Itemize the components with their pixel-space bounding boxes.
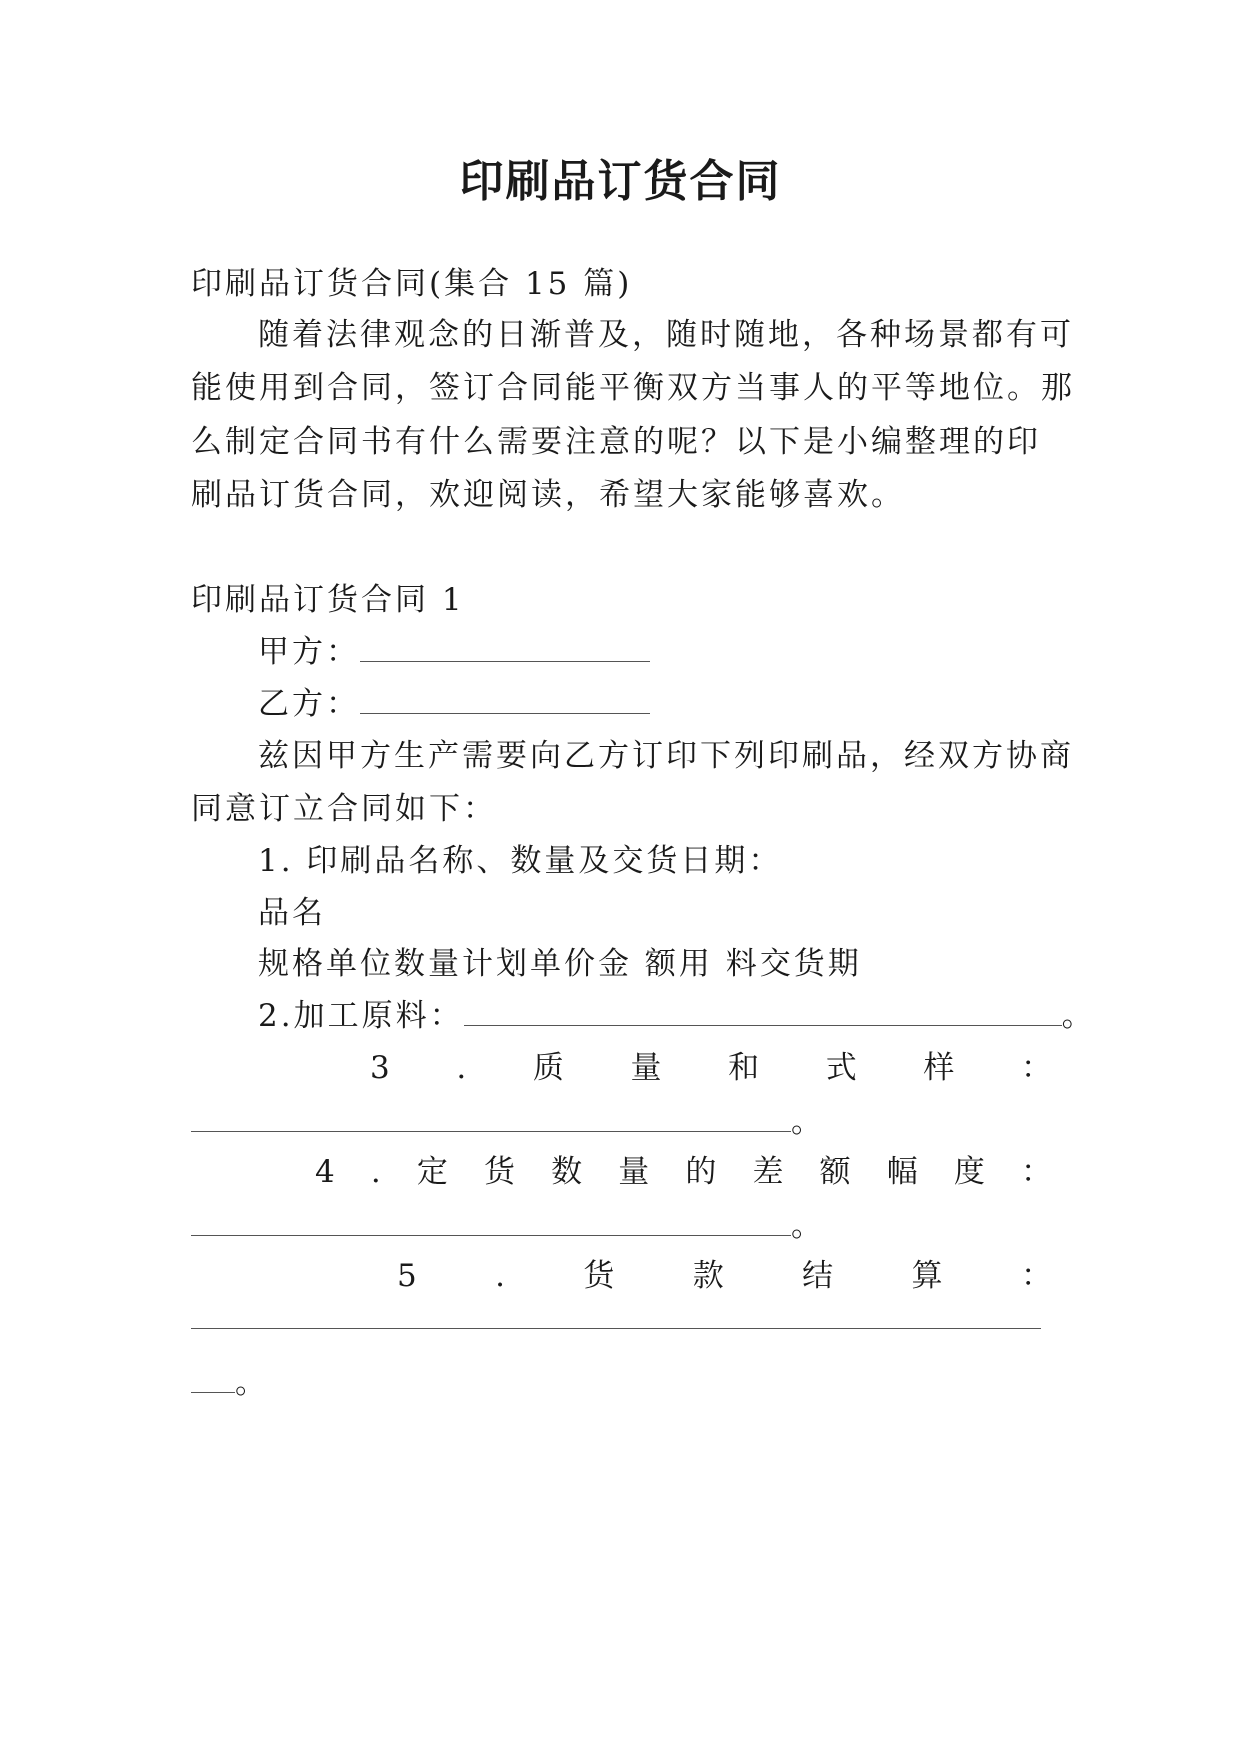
item-4-char: 货 <box>483 1154 515 1190</box>
item-4-char: 数 <box>551 1154 583 1190</box>
item-5-blank-2 <box>191 1366 235 1393</box>
item-3-char: 和 <box>728 1050 760 1086</box>
party-b-blank <box>360 687 650 714</box>
item-3-heading <box>370 1048 1052 1088</box>
item-1: 1. 印刷品名称、数量及交货日期： <box>258 843 783 879</box>
item-4-char: 幅 <box>886 1154 918 1190</box>
item-4-char: ： <box>1020 1154 1052 1190</box>
item-5-char: 5 <box>397 1258 417 1294</box>
item-3-blank <box>191 1105 791 1132</box>
clause-intro-line-2: 同意订立合同如下： <box>191 791 497 827</box>
document-subtitle: 印刷品订货合同(集合 15 篇) <box>191 266 633 302</box>
item-5-period: 。 <box>235 1365 269 1401</box>
item-5-char: 款 <box>692 1258 724 1294</box>
clause-intro-line-1: 兹因甲方生产需要向乙方订印下列印刷品，经双方协商 <box>258 738 1074 774</box>
item-5-heading <box>397 1256 1052 1296</box>
party-a-label: 甲方： <box>258 634 360 670</box>
intro-line-2: 能使用到合同，签订合同能平衡双方当事人的平等地位。那 <box>191 370 1075 406</box>
item-2-blank <box>464 999 1062 1026</box>
intro-line-1: 随着法律观念的日渐普及，随时随地，各种场景都有可 <box>258 317 1074 353</box>
item-5-fill-line <box>191 1363 269 1403</box>
item-3-char: ： <box>1020 1050 1052 1086</box>
item-4-char: 度 <box>953 1154 985 1190</box>
item-3-char: 3 <box>370 1050 390 1086</box>
item-4-blank <box>191 1209 791 1236</box>
item-2-label: 2.加工原料： <box>258 998 464 1034</box>
item-4-char: 的 <box>685 1154 717 1190</box>
item-4-char: 量 <box>618 1154 650 1190</box>
party-b-line <box>258 684 650 724</box>
item-4-heading <box>315 1152 1052 1192</box>
item-5-char: 货 <box>583 1258 615 1294</box>
item-4-char: 差 <box>752 1154 784 1190</box>
intro-line-3: 么制定合同书有什么需要注意的呢？以下是小编整理的印 <box>191 424 1041 460</box>
item-4-char: . <box>370 1154 381 1190</box>
item-5-blank-1 <box>191 1328 1041 1329</box>
intro-line-4: 刷品订货合同，欢迎阅读，希望大家能够喜欢。 <box>191 477 905 513</box>
item-2-line <box>258 996 1096 1036</box>
item-4-char: 定 <box>416 1154 448 1190</box>
party-a-blank <box>360 635 650 662</box>
item-1-columns: 规格单位数量计划单价金 额用 料交货期 <box>258 946 862 982</box>
item-1-name: 品名 <box>258 895 326 931</box>
item-4-period: 。 <box>791 1208 825 1244</box>
item-3-char: 样 <box>923 1050 955 1086</box>
party-b-label: 乙方： <box>258 686 360 722</box>
item-5-char: 算 <box>911 1258 943 1294</box>
item-3-char: 式 <box>825 1050 857 1086</box>
item-3-char: 量 <box>630 1050 662 1086</box>
item-5-char: ： <box>1020 1258 1052 1294</box>
item-4-char: 4 <box>315 1154 335 1190</box>
item-5-char: 结 <box>802 1258 834 1294</box>
item-4-char: 额 <box>819 1154 851 1190</box>
item-3-char: . <box>456 1050 467 1086</box>
item-5-char: . <box>495 1258 505 1294</box>
item-3-period: 。 <box>791 1104 825 1140</box>
item-3-char: 质 <box>532 1050 564 1086</box>
party-a-line <box>258 632 650 672</box>
document-title: 印刷品订货合同 <box>459 156 782 207</box>
section-heading: 印刷品订货合同 1 <box>191 582 465 618</box>
item-2-period: 。 <box>1061 998 1096 1034</box>
item-3-fill-line <box>191 1102 825 1142</box>
item-4-fill-line <box>191 1206 825 1246</box>
